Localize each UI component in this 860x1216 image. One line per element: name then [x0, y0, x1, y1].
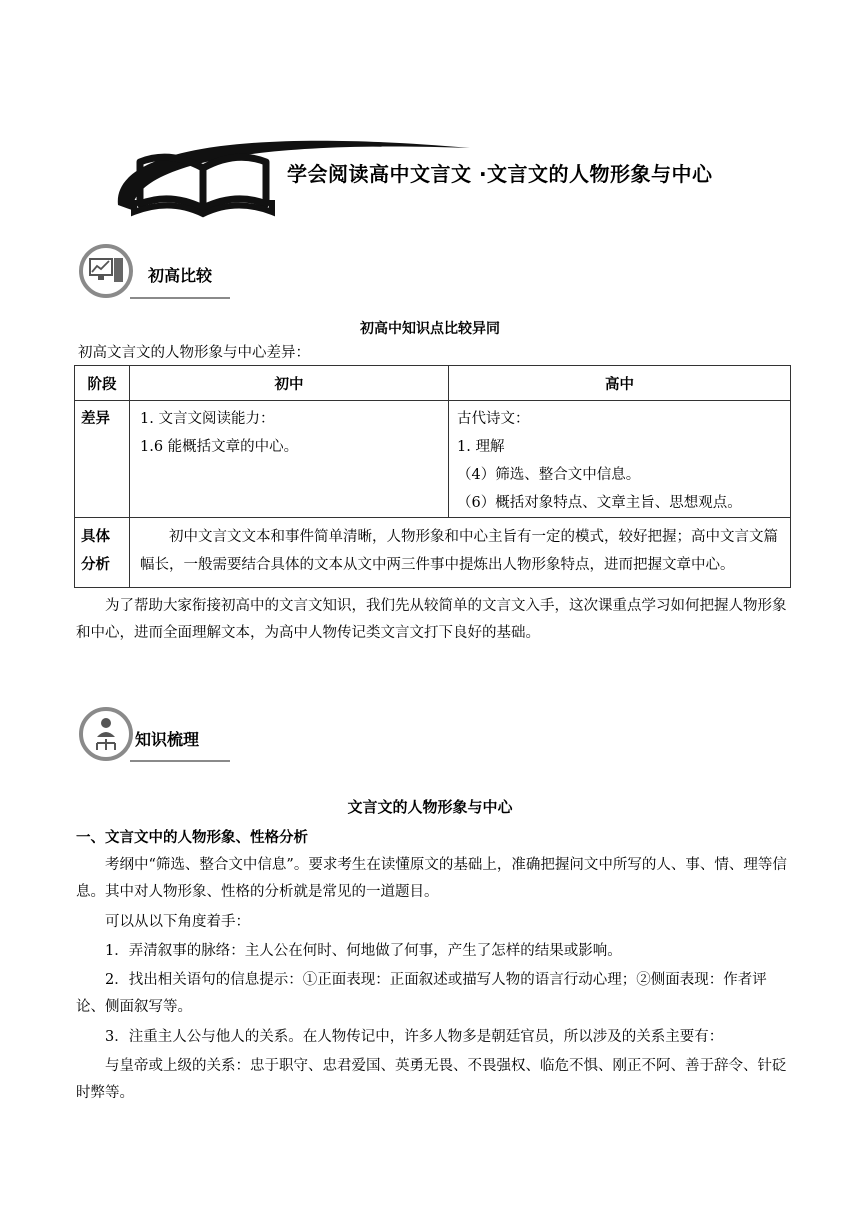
section-header-knowledge	[78, 706, 238, 776]
row-label-analysis	[75, 518, 130, 588]
section-header-comparison	[78, 243, 238, 313]
junior-line: 1.6 能概括文章的中心。	[140, 439, 299, 455]
section-label: 知识梳理	[135, 730, 200, 749]
knowledge-paragraph: 3．注重主人公与他人的关系。在人物传记中，许多人物多是朝廷官员，所以涉及的关系主要有：	[105, 1029, 724, 1045]
row-label-line: 具体	[81, 529, 110, 545]
page-header	[0, 0, 860, 230]
table-row-difference	[75, 401, 791, 518]
knowledge-paragraph: 与皇帝或上级的关系：忠于职守、忠君爱国、英勇无畏、不畏强权、临危不惧、刚正不阿、善于辞令、针砭时弊等。	[76, 1058, 787, 1101]
comparison-intro: 初高文言文的人物形象与中心差异：	[78, 345, 310, 361]
header-junior: 初中	[130, 366, 449, 401]
book-banner-icon	[0, 0, 860, 230]
header-senior: 高中	[449, 366, 791, 401]
page-title: 学会阅读高中文言文 ·文言文的人物形象与中心	[287, 162, 713, 186]
section-label: 初高比较	[148, 266, 213, 285]
senior-line: 1. 理解	[457, 439, 505, 455]
senior-line: （6）概括对象特点、文章主旨、思想观点。	[457, 495, 742, 511]
knowledge-paragraph: 可以从以下角度着手：	[105, 914, 250, 930]
row-label-difference: 差异	[75, 401, 130, 518]
knowledge-paragraph: 2．找出相关语句的信息提示：①正面表现：正面叙述或描写人物的语言行动心理；②侧面表现：作者评论、侧面叙写等。	[76, 972, 767, 1015]
knowledge-heading: 一、文言文中的人物形象、性格分析	[76, 830, 308, 846]
knowledge-paragraph: 考纲中“筛选、整合文中信息”。要求考生在读懂原文的基础上，准确把握问文中所写的人、事、情、理等信息。其中对人物形象、性格的分析就是常见的一道题目。	[76, 857, 787, 900]
junior-difference-cell	[130, 401, 449, 518]
senior-difference-cell	[449, 401, 791, 518]
table-header-row	[75, 366, 791, 401]
senior-line: （4）筛选、整合文中信息。	[457, 467, 641, 483]
knowledge-title: 文言文的人物形象与中心	[347, 798, 513, 816]
analysis-text: 初中文言文文本和事件简单清晰，人物形象和中心主旨有一定的模式，较好把握；高中文言文篇幅长，一般需要结合具体的文本从文中两三件事中提炼出人物形象特点，进而把握文章中心。	[130, 518, 791, 588]
header-stage: 阶段	[75, 366, 130, 401]
senior-line: 古代诗文：	[457, 411, 530, 427]
comparison-table	[74, 365, 791, 588]
row-label-line: 分析	[81, 557, 110, 573]
knowledge-paragraph: 1．弄清叙事的脉络：主人公在何时、何地做了何事，产生了怎样的结果或影响。	[105, 943, 622, 959]
table-row-analysis	[75, 518, 791, 588]
junior-line: 1. 文言文阅读能力：	[140, 411, 275, 427]
comparison-title: 初高中知识点比较异同	[360, 321, 500, 337]
bridge-paragraph: 为了帮助大家衔接初高中的文言文知识，我们先从较简单的文言文入手，这次课重点学习如何把握人物形象和中心，进而全面理解文本，为高中人物传记类文言文打下良好的基础。	[76, 598, 787, 641]
